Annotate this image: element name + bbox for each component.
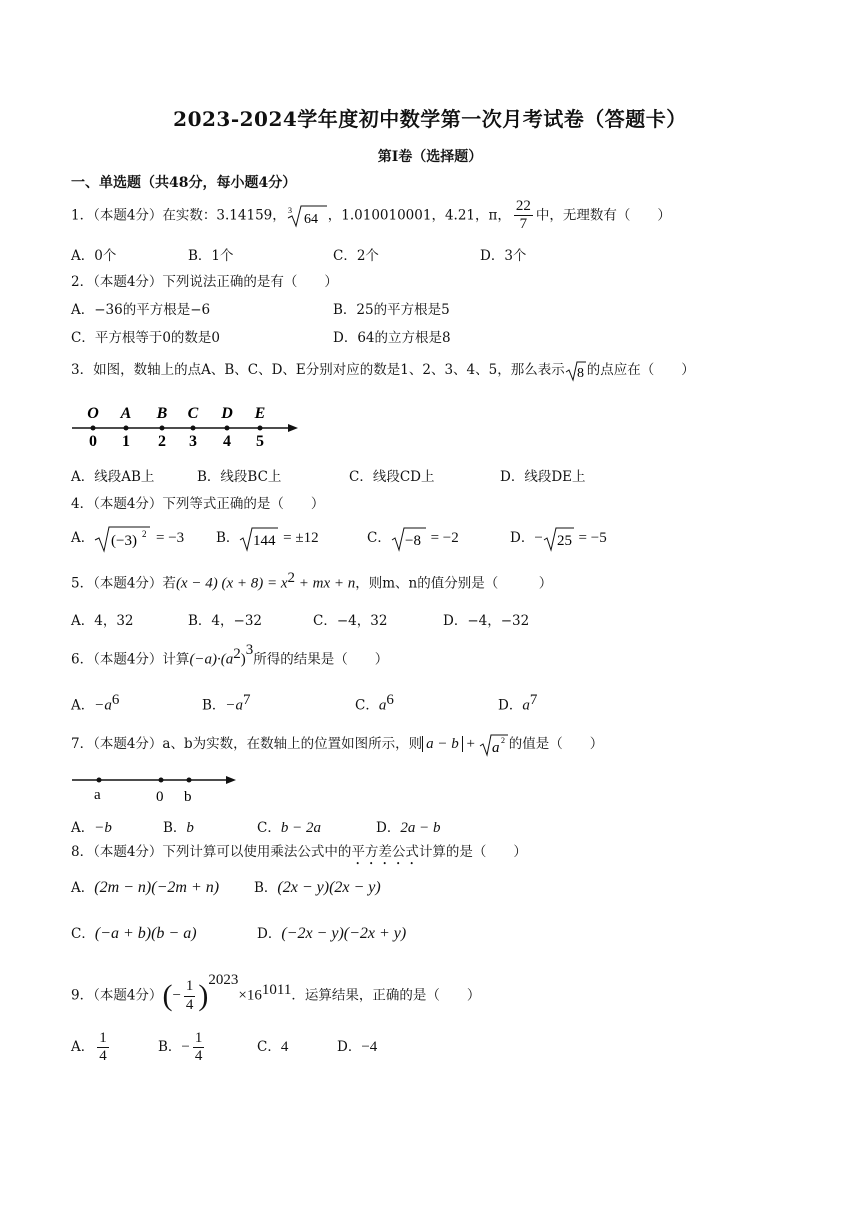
question-6-stem bbox=[71, 642, 389, 669]
q1-option-b: B．1个 bbox=[188, 248, 234, 264]
q3-axis-number-4: 4 bbox=[223, 433, 231, 450]
q8-option-a bbox=[71, 876, 219, 897]
q6-option-a bbox=[71, 692, 119, 715]
q8-label-a: A． bbox=[71, 880, 95, 896]
q1-text-c: 中，无理数有（ ） bbox=[535, 207, 671, 224]
q6-option-b bbox=[202, 692, 251, 715]
q1-text-a: 1．（本题4分）在实数：3.14159， bbox=[71, 207, 286, 224]
q8-value-b: (2x − y)(2x − y) bbox=[277, 879, 381, 896]
q9-frac-den: 4 bbox=[185, 996, 194, 1013]
q9-c-value: 4 bbox=[280, 1039, 289, 1055]
q4-a-root bbox=[94, 525, 152, 553]
q7-plus: + bbox=[462, 736, 479, 752]
q1-option-a: A．0个 bbox=[71, 248, 117, 264]
q9-text-b: ．运算结果，正确的是（ ） bbox=[291, 987, 481, 1004]
q4-d-rhs: = −5 bbox=[574, 530, 607, 546]
q7-option-d bbox=[376, 816, 440, 837]
q8-label-b: B． bbox=[254, 880, 278, 896]
question-3-stem bbox=[71, 358, 695, 382]
q9-frac-num: 1 bbox=[184, 978, 196, 996]
q7-point-a bbox=[97, 778, 102, 783]
q5-option-b: B．4，−32 bbox=[188, 613, 262, 629]
q8-value-c: (−a + b)(b − a) bbox=[94, 925, 197, 942]
q4-d-pre: − bbox=[534, 530, 543, 546]
question-8-stem bbox=[71, 840, 527, 868]
q4-b-root bbox=[239, 526, 279, 552]
q5-option-d: D．−4，−32 bbox=[443, 613, 530, 629]
q9-times: ×16 bbox=[238, 987, 262, 1004]
q3-option-a: A．线段AB上 bbox=[71, 469, 155, 485]
q8-option-d bbox=[257, 922, 406, 943]
q6-option-c bbox=[355, 692, 394, 715]
q3-axis-point-3 bbox=[191, 426, 196, 431]
q6-text-b: 所得的结果是（ ） bbox=[253, 651, 389, 668]
q3-text-b: 的点应在（ ） bbox=[586, 362, 695, 378]
q7-label-b: B． bbox=[163, 820, 187, 836]
q3-axis-letter-3: C bbox=[187, 405, 199, 422]
q2-option-c: C．平方根等于0的数是0 bbox=[71, 330, 221, 346]
q5-expression-b: + mx + n bbox=[295, 575, 356, 592]
q7-option-c bbox=[257, 816, 321, 837]
q5-option-c: C．−4，32 bbox=[313, 613, 388, 629]
q6-base-c: a bbox=[378, 697, 387, 714]
section-heading: 一、单选题（共48分，每小题4分） bbox=[71, 175, 297, 191]
page-title: 2023-2024学年度初中数学第一次月考试卷（答题卡） bbox=[173, 107, 687, 131]
q6-label-a: A． bbox=[71, 697, 95, 714]
q9-label-c: C． bbox=[257, 1039, 281, 1055]
question-4-stem: 4．（本题4分）下列等式正确的是（ ） bbox=[71, 496, 325, 512]
q3-axis-letter-4: D bbox=[221, 405, 233, 422]
q3-axis-point-4 bbox=[225, 426, 230, 431]
q9-a-num: 1 bbox=[97, 1030, 109, 1048]
q6-text-a: 6．（本题4分）计算 bbox=[71, 651, 190, 668]
q9-b-num: 1 bbox=[193, 1030, 205, 1048]
q3-option-b: B．线段BC上 bbox=[197, 469, 282, 485]
q4-option-c bbox=[367, 524, 459, 552]
q7-axis-label-a: a bbox=[94, 787, 101, 803]
q9-right-paren: ) bbox=[198, 979, 209, 1012]
q9-label-a: A． bbox=[71, 1039, 95, 1055]
q6-option-d bbox=[498, 692, 537, 715]
q3-axis-letter-1: A bbox=[120, 405, 132, 422]
q6-exp-d: 7 bbox=[529, 692, 538, 708]
q9-exponent-2: 1011 bbox=[261, 982, 292, 998]
q3-axis-number-5: 5 bbox=[256, 433, 264, 450]
q7-sqrt bbox=[479, 733, 509, 757]
q4-option-d bbox=[510, 524, 607, 552]
q9-option-b bbox=[158, 1026, 207, 1068]
q4-a-exp: 2 bbox=[142, 528, 147, 539]
q9-b-fraction bbox=[193, 1030, 205, 1066]
volume-title: 第I卷（选择题） bbox=[377, 149, 483, 165]
q7-point-zero bbox=[159, 778, 164, 783]
q7-number-line bbox=[70, 770, 240, 806]
q9-a-fraction bbox=[97, 1030, 109, 1066]
q3-axis-point-2 bbox=[160, 426, 165, 431]
q7-value-d: 2a − b bbox=[400, 820, 441, 836]
q7-option-a bbox=[71, 816, 112, 837]
q3-axis-letter-0: O bbox=[87, 405, 99, 422]
q3-axis-point-5 bbox=[258, 426, 263, 431]
q6-paren: ) bbox=[240, 651, 246, 668]
q1-fraction bbox=[514, 198, 533, 234]
q5-text-b: ，则m、n的值分别是（ ） bbox=[355, 575, 553, 592]
q6-label-b: B． bbox=[202, 697, 226, 714]
q4-b-rhs: = ±12 bbox=[279, 530, 319, 546]
square-root-sign bbox=[565, 360, 587, 382]
q3-option-c: C．线段CD上 bbox=[349, 469, 435, 485]
q4-b-rad: 144 bbox=[253, 532, 276, 549]
q3-axis-point-0 bbox=[91, 426, 96, 431]
q4-option-b bbox=[216, 524, 319, 552]
q9-option-d bbox=[337, 1026, 377, 1068]
q9-option-c bbox=[257, 1026, 288, 1068]
q6-outer-exp: 3 bbox=[245, 642, 254, 658]
q7-axis-label-b: b bbox=[184, 789, 192, 805]
q7-value-a: −b bbox=[94, 820, 112, 836]
q4-d-rad: 25 bbox=[556, 532, 572, 549]
q4-d-root bbox=[543, 526, 575, 552]
q8-label-d: D． bbox=[257, 926, 282, 942]
q3-axis-number-3: 3 bbox=[189, 433, 197, 450]
q6-base-d: a bbox=[522, 697, 530, 714]
q6-exp-c: 6 bbox=[386, 692, 394, 708]
q8-label-c: C． bbox=[71, 926, 95, 942]
q6-expression: (−a)·(a bbox=[189, 651, 234, 668]
question-2-stem: 2．（本题4分）下列说法正确的是有（ ） bbox=[71, 274, 338, 290]
q8-text-a: 8．（本题4分）下列计算可以使用乘法公式中的 bbox=[71, 844, 352, 860]
q7-text-a: 7．（本题4分）a、b为实数，在数轴上的位置如图所示，则 bbox=[71, 736, 423, 752]
q7-value-b: b bbox=[186, 820, 194, 836]
q9-text-a: 9．（本题4分） bbox=[71, 987, 163, 1004]
q4-option-a bbox=[71, 524, 184, 553]
q4-label-d: D． bbox=[510, 530, 535, 546]
q4-a-rhs: = −3 bbox=[152, 530, 185, 546]
q1-frac-den: 7 bbox=[519, 216, 528, 233]
q9-frac-sign: − bbox=[172, 987, 181, 1004]
q7-label-a: A． bbox=[71, 820, 95, 836]
question-5-stem bbox=[71, 570, 552, 593]
q8-option-b bbox=[254, 876, 381, 897]
q4-c-root bbox=[391, 526, 427, 552]
q7-rad-exp: 2 bbox=[500, 735, 505, 745]
q6-exp-a: 6 bbox=[111, 692, 120, 708]
q1-option-d: D．3个 bbox=[480, 248, 527, 264]
q8-value-d: (−2x − y)(−2x + y) bbox=[281, 925, 407, 942]
q4-label-a: A． bbox=[71, 530, 95, 546]
q1-radicand: 64 bbox=[303, 211, 318, 227]
q9-d-value: −4 bbox=[361, 1039, 378, 1055]
q3-option-d: D．线段DE上 bbox=[500, 469, 586, 485]
q9-label-d: D． bbox=[337, 1039, 362, 1055]
q9-option-a bbox=[71, 1026, 112, 1068]
q9-label-b: B． bbox=[158, 1039, 182, 1055]
q4-c-rhs: = −2 bbox=[426, 530, 459, 546]
q4-a-inner: (−3) bbox=[111, 532, 138, 549]
q4-label-c: C． bbox=[367, 530, 391, 546]
q8-emphasis: 平方差公式 bbox=[351, 844, 419, 860]
q2-option-b: B．25的平方根是5 bbox=[333, 302, 450, 318]
q3-axis-number-2: 2 bbox=[158, 433, 166, 450]
q5-text-a: 5．（本题4分）若 bbox=[71, 575, 176, 592]
q6-base-a: −a bbox=[94, 697, 112, 714]
q1-root-index: 3 bbox=[287, 205, 292, 215]
question-7-stem bbox=[71, 731, 603, 757]
q7-option-b bbox=[163, 816, 194, 837]
q8-value-a: (2m − n)(−2m + n) bbox=[94, 879, 220, 896]
q3-radicand: 8 bbox=[576, 365, 584, 381]
q9-fraction bbox=[184, 978, 196, 1014]
q7-abs-expr: a − b bbox=[422, 736, 463, 752]
q7-value-c: b − 2a bbox=[280, 820, 321, 836]
q7-label-c: C． bbox=[257, 820, 281, 836]
q7-point-b bbox=[187, 778, 192, 783]
q9-left-paren: ( bbox=[162, 979, 173, 1012]
q5-option-a: A．4，32 bbox=[71, 613, 134, 629]
q3-axis-number-0: 0 bbox=[89, 433, 97, 450]
question-9-stem bbox=[71, 964, 480, 1022]
q7-label-d: D． bbox=[376, 820, 401, 836]
question-1-stem bbox=[71, 198, 671, 234]
q9-a-den: 4 bbox=[99, 1048, 107, 1064]
q8-text-b: 计算的是（ ） bbox=[418, 844, 527, 860]
q3-axis-point-1 bbox=[124, 426, 129, 431]
q2-option-a: A．−36的平方根是−6 bbox=[71, 302, 211, 318]
q1-option-c: C．2个 bbox=[333, 248, 379, 264]
q9-b-sign: − bbox=[181, 1039, 190, 1055]
q9-exponent: 2023 bbox=[208, 972, 239, 988]
q3-axis-letter-5: E bbox=[254, 405, 266, 422]
q4-label-b: B． bbox=[216, 530, 240, 546]
q3-text-a: 3．如图，数轴上的点A、B、C、D、E分别对应的数是1、2、3、4、5，那么表示 bbox=[71, 362, 565, 378]
q3-axis-number-1: 1 bbox=[122, 433, 130, 450]
q1-frac-num: 22 bbox=[514, 198, 533, 216]
q6-inner-exp: 2 bbox=[233, 646, 241, 662]
q7-radicand: a bbox=[491, 739, 500, 756]
q9-b-den: 4 bbox=[194, 1048, 203, 1064]
q4-c-rad: −8 bbox=[404, 532, 421, 549]
q7-text-b: 的值是（ ） bbox=[508, 736, 604, 752]
q5-expression: (x − 4) (x + 8) = x bbox=[175, 575, 288, 592]
cube-root-sign bbox=[286, 204, 328, 228]
q6-exp-b: 7 bbox=[243, 692, 251, 708]
q6-label-d: D． bbox=[498, 697, 523, 714]
q1-text-b: ，1.010010001，4.21，π， bbox=[327, 207, 511, 224]
q2-option-d: D．64的立方根是8 bbox=[333, 330, 451, 346]
q3-number-line bbox=[70, 402, 300, 450]
q3-axis-letter-2: B bbox=[156, 405, 168, 422]
q6-base-b: −a bbox=[225, 697, 244, 714]
q7-axis-label-zero: 0 bbox=[156, 789, 164, 805]
q6-label-c: C． bbox=[355, 697, 379, 714]
q8-option-c bbox=[71, 922, 197, 943]
q5-exponent: 2 bbox=[287, 570, 296, 586]
